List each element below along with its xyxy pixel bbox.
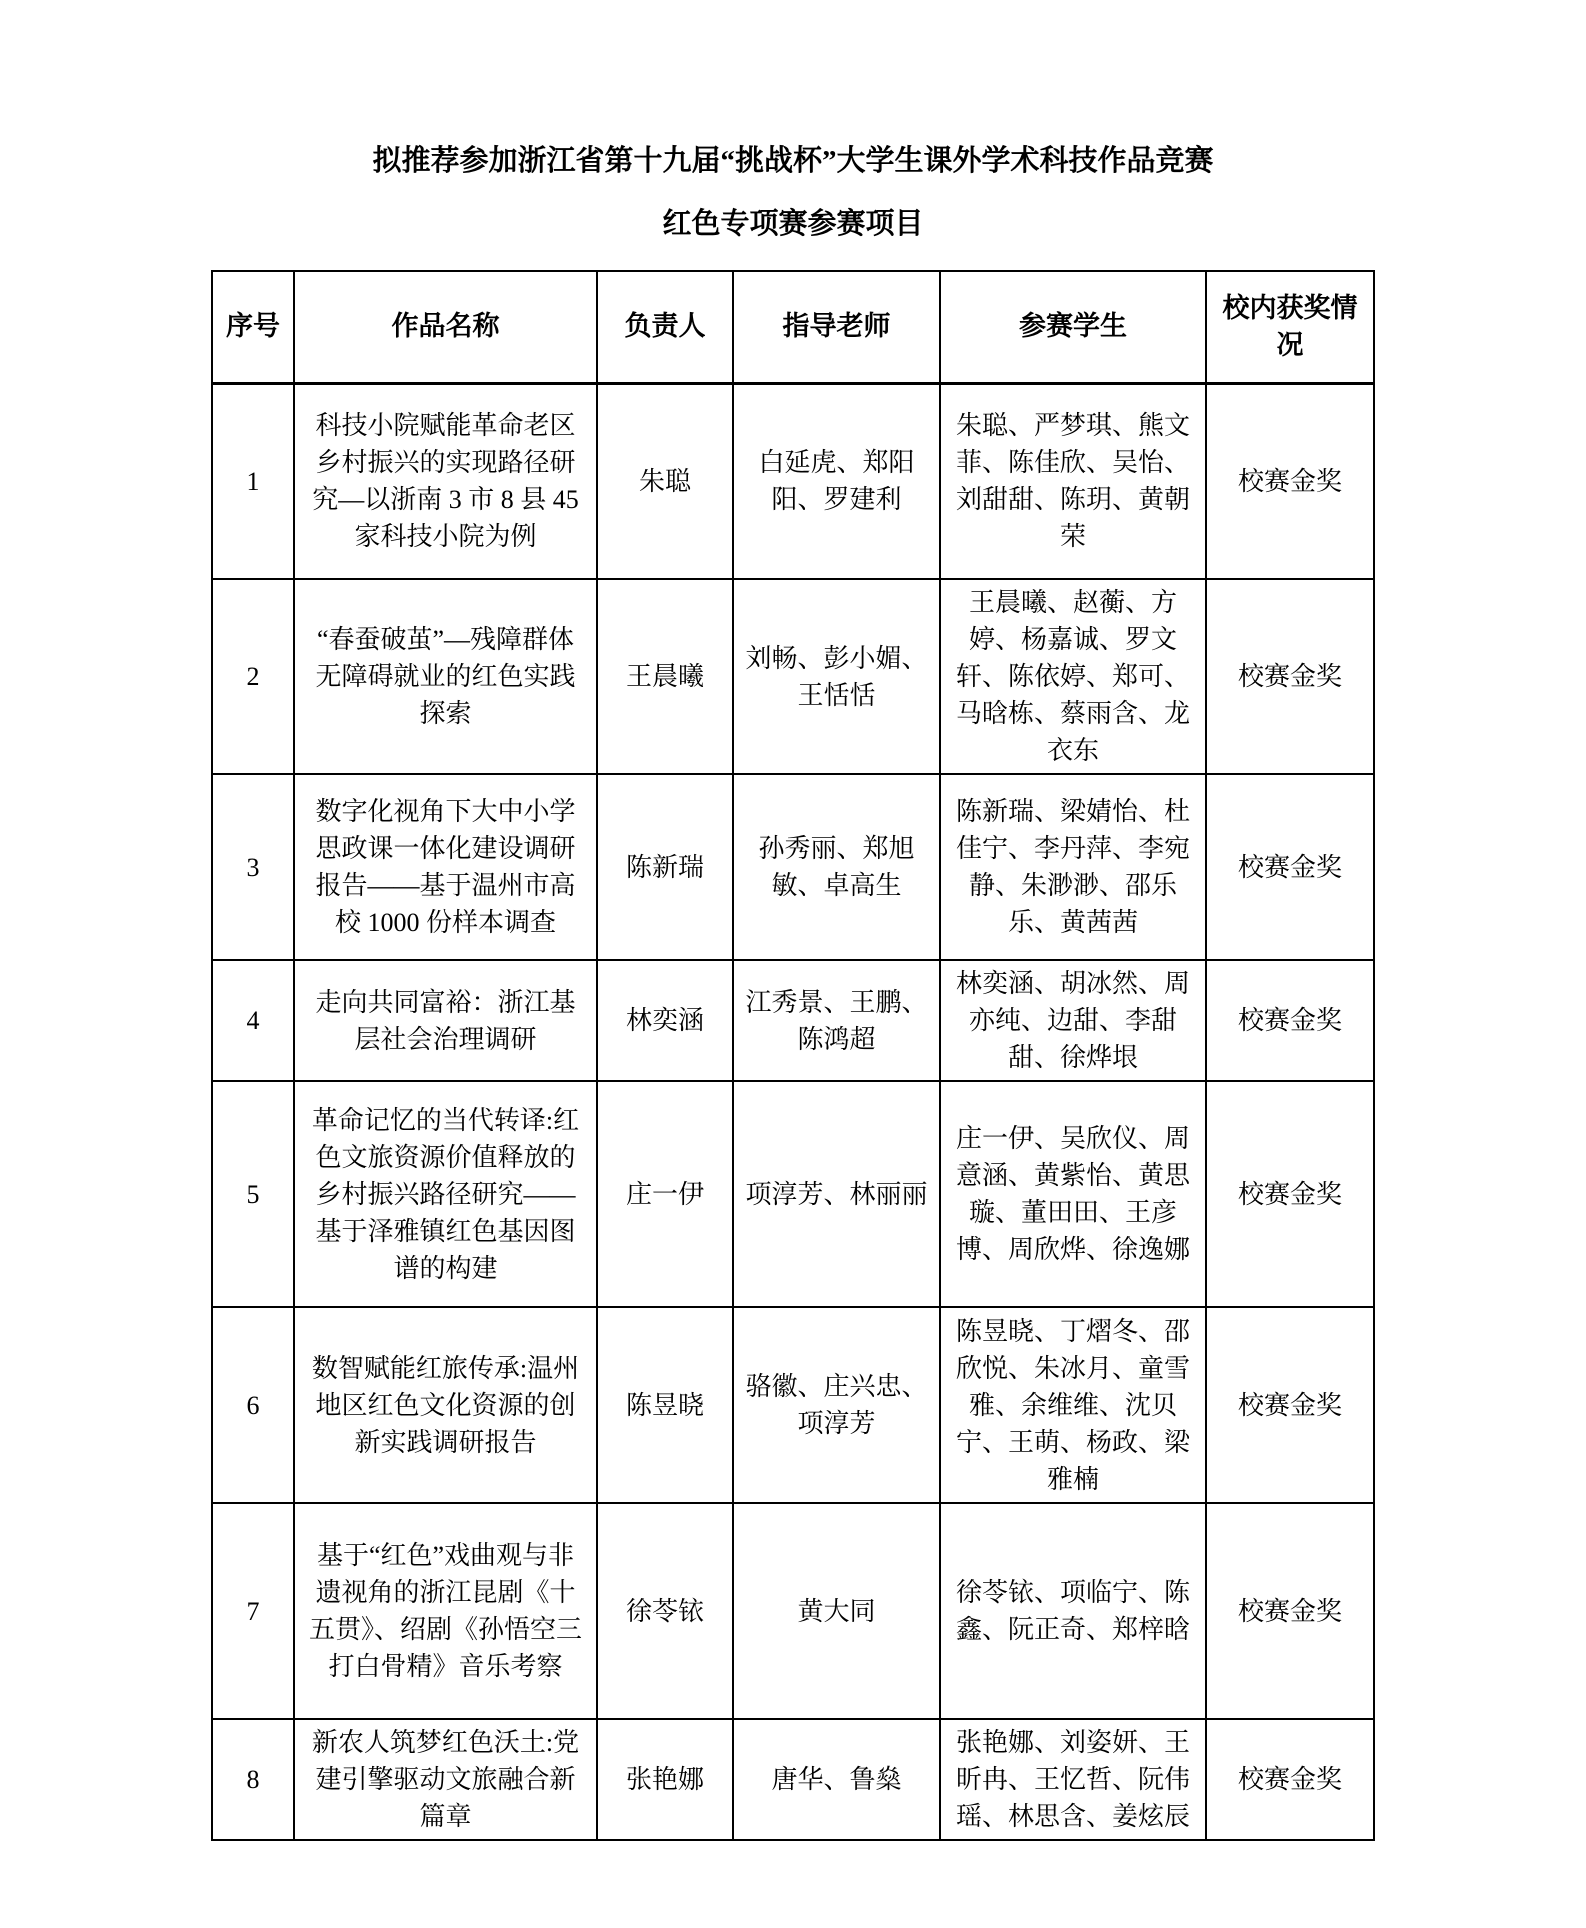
award-cell: 校赛金奖 [1206, 383, 1374, 579]
col-header-leader: 负责人 [597, 271, 733, 383]
col-header-teachers: 指导老师 [733, 271, 940, 383]
award-cell: 校赛金奖 [1206, 960, 1374, 1081]
col-header-title: 作品名称 [294, 271, 597, 383]
leader-cell: 徐苓铱 [597, 1503, 733, 1719]
table-row [212, 1719, 1374, 1840]
students-cell: 陈新瑞、梁婧怡、杜佳宁、李丹萍、李宛静、朱渺渺、邵乐乐、黄茜茜 [940, 774, 1206, 960]
project-title-cell: 革命记忆的当代转译:红色文旅资源价值释放的乡村振兴路径研究——基于泽雅镇红色基因图谱的构建 [294, 1081, 597, 1307]
project-title-cell: 数智赋能红旅传承:温州地区红色文化资源的创新实践调研报告 [294, 1307, 597, 1503]
award-cell: 校赛金奖 [1206, 774, 1374, 960]
row-number-cell: 2 [212, 579, 294, 774]
teachers-cell: 唐华、鲁燊 [733, 1719, 940, 1840]
table-row [212, 579, 1374, 774]
award-cell: 校赛金奖 [1206, 1081, 1374, 1307]
teachers-cell: 刘畅、彭小媚、王恬恬 [733, 579, 940, 774]
table-row [212, 1503, 1374, 1719]
project-title-cell: 新农人筑梦红色沃土:党建引擎驱动文旅融合新篇章 [294, 1719, 597, 1840]
leader-cell: 林奕涵 [597, 960, 733, 1081]
table-row [212, 774, 1374, 960]
document-title-line1: 拟推荐参加浙江省第十九届“挑战杯”大学生课外学术科技作品竞赛 [372, 145, 1214, 177]
row-number-cell: 4 [212, 960, 294, 1081]
col-header-award: 校内获奖情况 [1206, 271, 1374, 383]
project-title-cell: 走向共同富裕：浙江基层社会治理调研 [294, 960, 597, 1081]
row-number-cell: 3 [212, 774, 294, 960]
leader-cell: 庄一伊 [597, 1081, 733, 1307]
leader-cell: 陈新瑞 [597, 774, 733, 960]
teachers-cell: 黄大同 [733, 1503, 940, 1719]
row-number-cell: 5 [212, 1081, 294, 1307]
leader-cell: 张艳娜 [597, 1719, 733, 1840]
project-title-cell: 基于“红色”戏曲观与非遗视角的浙江昆剧《十五贯》、绍剧《孙悟空三打白骨精》音乐考察 [294, 1503, 597, 1719]
teachers-cell: 江秀景、王鹏、陈鸿超 [733, 960, 940, 1081]
teachers-cell: 白延虎、郑阳阳、罗建利 [733, 383, 940, 579]
project-title-cell: 科技小院赋能革命老区乡村振兴的实现路径研究—以浙南 3 市 8 县 45 家科技小院为例 [294, 383, 597, 579]
table-row [212, 1307, 1374, 1503]
table-row [212, 1081, 1374, 1307]
teachers-cell: 项淳芳、林丽丽 [733, 1081, 940, 1307]
teachers-cell: 骆徽、庄兴忠、项淳芳 [733, 1307, 940, 1503]
row-number-cell: 7 [212, 1503, 294, 1719]
document-title-line2: 红色专项赛参赛项目 [662, 208, 924, 240]
project-title-cell: “春蚕破茧”—残障群体无障碍就业的红色实践探索 [294, 579, 597, 774]
leader-cell: 陈昱晓 [597, 1307, 733, 1503]
table-row [212, 383, 1374, 579]
leader-cell: 朱聪 [597, 383, 733, 579]
award-cell: 校赛金奖 [1206, 1503, 1374, 1719]
students-cell: 庄一伊、吴欣仪、周意涵、黄紫怡、黄思璇、董田田、王彦博、周欣烨、徐逸娜 [940, 1081, 1206, 1307]
header-row [212, 271, 1374, 383]
award-cell: 校赛金奖 [1206, 579, 1374, 774]
leader-cell: 王晨曦 [597, 579, 733, 774]
students-cell: 林奕涵、胡冰然、周亦纯、边甜、李甜甜、徐烨垠 [940, 960, 1206, 1081]
students-cell: 徐苓铱、项临宁、陈鑫、阮正奇、郑梓晗 [940, 1503, 1206, 1719]
projects-table [211, 270, 1375, 1841]
students-cell: 王晨曦、赵蘅、方婷、杨嘉诚、罗文轩、陈依婷、郑可、马晗栋、蔡雨含、龙衣东 [940, 579, 1206, 774]
row-number-cell: 1 [212, 383, 294, 579]
students-cell: 张艳娜、刘姿妍、王昕冉、王忆哲、阮伟瑶、林思含、姜炫辰 [940, 1719, 1206, 1840]
row-number-cell: 8 [212, 1719, 294, 1840]
row-number-cell: 6 [212, 1307, 294, 1503]
award-cell: 校赛金奖 [1206, 1307, 1374, 1503]
col-header-students: 参赛学生 [940, 271, 1206, 383]
teachers-cell: 孙秀丽、郑旭敏、卓高生 [733, 774, 940, 960]
students-cell: 朱聪、严梦琪、熊文菲、陈佳欣、吴怡、刘甜甜、陈玥、黄朝荣 [940, 383, 1206, 579]
award-cell: 校赛金奖 [1206, 1719, 1374, 1840]
students-cell: 陈昱晓、丁熠冬、邵欣悦、朱冰月、童雪雅、余维维、沈贝宁、王萌、杨政、梁雅楠 [940, 1307, 1206, 1503]
col-header-index: 序号 [212, 271, 294, 383]
table-row [212, 960, 1374, 1081]
project-title-cell: 数字化视角下大中小学思政课一体化建设调研报告——基于温州市高校 1000 份样本调查 [294, 774, 597, 960]
